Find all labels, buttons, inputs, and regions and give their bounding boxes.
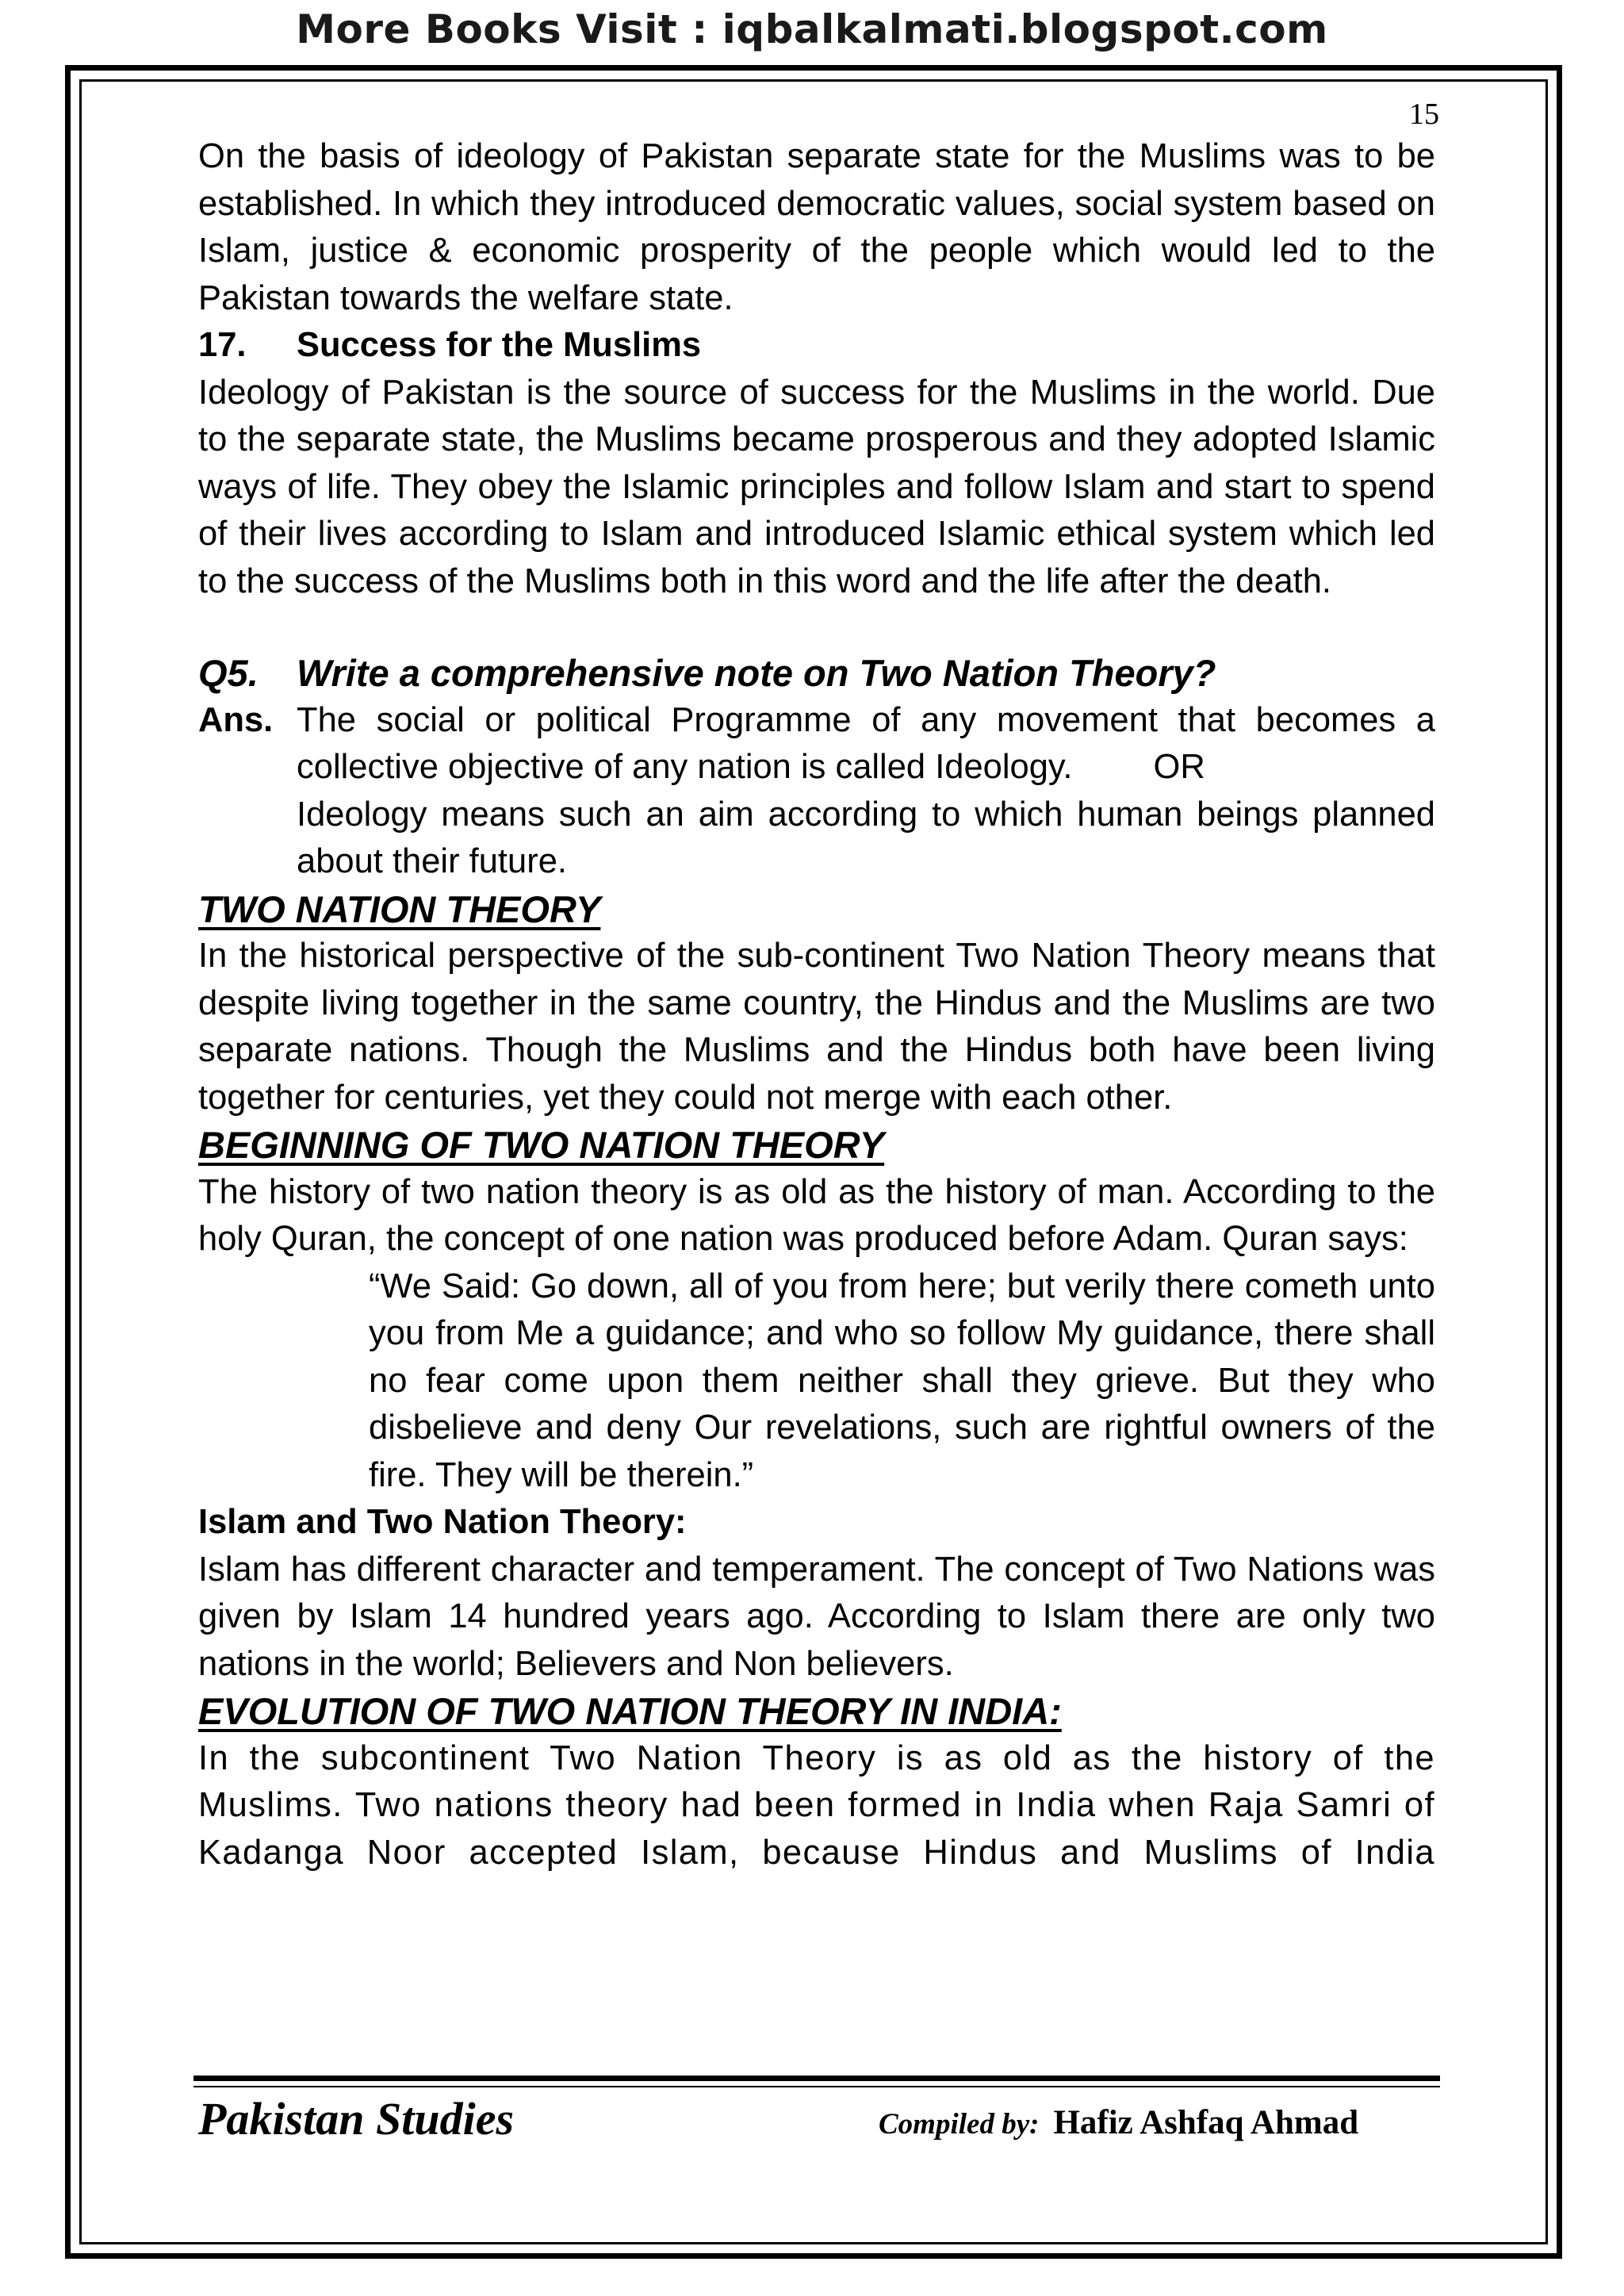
answer-label: Ans.	[198, 700, 274, 739]
answer-block	[198, 697, 1435, 886]
islam-heading: Islam and Two Nation Theory:	[198, 1503, 687, 1541]
footer-author: Hafiz Ashfaq Ahmad	[1053, 2104, 1359, 2141]
section-17-number: 17.	[198, 326, 247, 364]
evolution-body: In the subcontinent Two Nation Theory is as old as the history of the Muslims. Two nations theory had been formed in India when Raja Samri of Kadanga Noor accepted Islam, because Hindus and Muslims of India	[198, 1738, 1435, 1872]
footer-rule-thin	[193, 2086, 1440, 2087]
page-number: 15	[1409, 98, 1439, 131]
question-text: Write a comprehensive note on Two Nation Theory?	[297, 652, 1216, 694]
footer-compiled-label: Compiled by:	[879, 2108, 1040, 2141]
beginning-body: The history of two nation theory is as old as the history of man. According to the holy Quran, the concept of one nation was produced before Adam. Quran says:	[198, 1172, 1435, 1258]
islam-body: Islam has different character and temperament. The concept of Two Nations was given by Islam 14 hundred years ago. According to Islam there are only two nations in the world; Believers and Non believers.	[198, 1550, 1435, 1683]
question-number: Q5.	[198, 652, 259, 694]
section-17-title: Success for the Muslims	[297, 326, 702, 364]
answer-definition: The social or political Programme of any movement that becomes a collective objective of any nation is called Ideology. OR	[297, 700, 1435, 786]
quran-quote	[369, 1263, 1435, 1500]
intro-paragraph: On the basis of ideology of Pakistan separate state for the Muslims was to be established. In which they introduced democratic values, social system based on Islam, justice & economic prosperity of the people which would led to the Pakistan towards the welfare state.	[198, 137, 1435, 317]
site-banner: More Books Visit : iqbalkalmati.blogspot.com	[296, 6, 1328, 52]
footer-rule-thick	[193, 2076, 1440, 2081]
evolution-heading: EVOLUTION OF TWO NATION THEORY IN INDIA:	[198, 1690, 1062, 1732]
section-17-heading	[198, 322, 1435, 370]
page-content	[198, 133, 1435, 1876]
question-heading	[198, 650, 1435, 697]
answer-definition-alt: Ideology means such an aim according to which human beings planned about their future.	[297, 795, 1435, 880]
footer-credit	[879, 2103, 1358, 2142]
two-nation-body: In the historical perspective of the sub-continent Two Nation Theory means that despite living together in the same country, the Hindus and the Muslims are two separate nations. Though the Muslims and the Hindus both have been living together for centuries, yet they could not merge with each other.	[198, 937, 1435, 1117]
beginning-heading: BEGINNING OF TWO NATION THEORY	[198, 1124, 885, 1166]
footer-subject: Pakistan Studies	[198, 2093, 515, 2145]
answer-or: OR	[1153, 748, 1205, 786]
quran-quote-text: “We Said: Go down, all of you from here; but verily there cometh unto you from Me a guidance; and who so follow My guidance, there shall no fear come upon them neither shall they grieve. But they who disbelieve and deny Our revelations, such are rightful owners of the fire. They will be therein.”	[369, 1267, 1435, 1494]
section-17-body: Ideology of Pakistan is the source of success for the Muslims in the world. Due to the separate state, the Muslims became prosperous and they adopted Islamic ways of life. They obey the Islamic principles and follow Islam and start to spend of their lives according to Islam and introduced Islamic ethical system which led to the success of the Muslims both in this word and the life after the death.	[198, 373, 1435, 600]
two-nation-heading: TWO NATION THEORY	[198, 887, 601, 930]
